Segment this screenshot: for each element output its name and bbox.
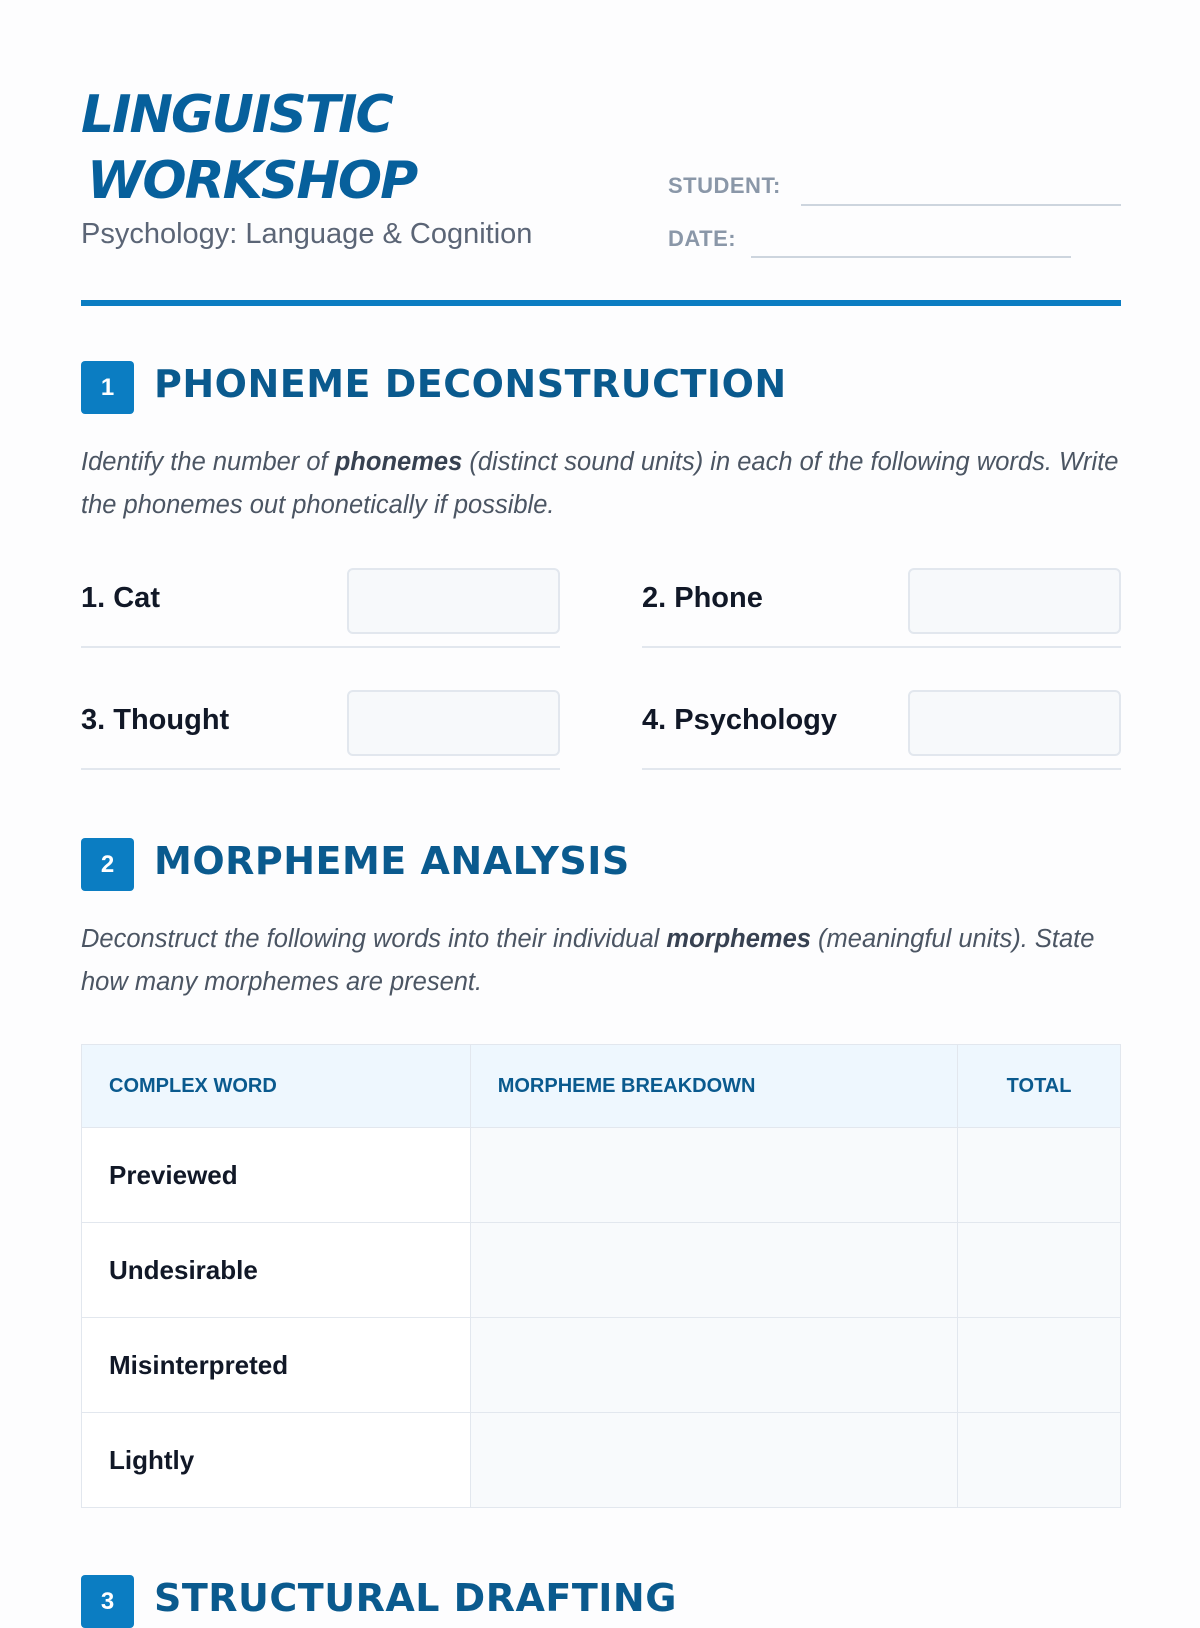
complex-word-cell: Lightly	[82, 1413, 471, 1508]
breakdown-cell[interactable]	[470, 1223, 957, 1318]
complex-word-cell: Misinterpreted	[82, 1318, 471, 1413]
worksheet-subtitle: Psychology: Language & Cognition	[81, 218, 533, 250]
title-line-2: WORKSHOP	[87, 151, 417, 211]
table-row	[82, 1413, 1121, 1508]
phoneme-item-label: 4. Psychology	[642, 704, 838, 736]
instr-2-pre: Deconstruct the following words into their individual	[81, 925, 667, 953]
instr-2-bold: morphemes	[666, 925, 811, 953]
phoneme-item-phone	[642, 568, 1121, 648]
section-1-instructions	[81, 441, 1121, 527]
instr-1-post: (distinct sound units) in each of the following words. Write the phonemes out phonetically if possible.	[81, 448, 1119, 519]
total-cell[interactable]	[958, 1128, 1121, 1223]
phoneme-item-thought	[81, 690, 560, 770]
header-divider	[81, 300, 1121, 306]
instr-1-bold: phonemes	[334, 448, 463, 476]
header-total: TOTAL	[958, 1045, 1121, 1128]
total-cell[interactable]	[958, 1223, 1121, 1318]
student-label: STUDENT:	[668, 173, 781, 198]
section-3-badge: 3	[81, 1575, 134, 1628]
phoneme-answer-box[interactable]	[347, 690, 560, 756]
instr-1-pre: Identify the number of	[81, 448, 335, 476]
worksheet-page	[81, 0, 1121, 1620]
section-1-title: PHONEME DECONSTRUCTION	[154, 362, 787, 406]
section-2-badge: 2	[81, 838, 134, 891]
header-morpheme-breakdown: MORPHEME BREAKDOWN	[470, 1045, 957, 1128]
morpheme-table	[81, 1044, 1121, 1508]
date-label: DATE:	[668, 226, 737, 251]
phoneme-item-psychology	[642, 690, 1121, 770]
complex-word-cell: Previewed	[82, 1128, 471, 1223]
breakdown-cell[interactable]	[470, 1128, 957, 1223]
phoneme-item-cat	[81, 568, 560, 648]
table-row	[82, 1128, 1121, 1223]
table-header-row	[82, 1045, 1121, 1128]
phoneme-answer-box[interactable]	[908, 690, 1121, 756]
total-cell[interactable]	[958, 1413, 1121, 1508]
phoneme-answer-box[interactable]	[347, 568, 560, 634]
phoneme-item-label: 3. Thought	[81, 704, 230, 736]
phoneme-item-label: 2. Phone	[642, 582, 763, 614]
section-3-title: STRUCTURAL DRAFTING	[154, 1576, 677, 1620]
instr-2-post: (meaningful units). State how many morphemes are present.	[81, 925, 1095, 996]
title-line-1: LINGUISTIC	[81, 85, 392, 145]
phoneme-item-label: 1. Cat	[81, 582, 160, 614]
header-complex-word: COMPLEX WORD	[82, 1045, 471, 1128]
breakdown-cell[interactable]	[470, 1413, 957, 1508]
table-row	[82, 1318, 1121, 1413]
section-2-title: MORPHEME ANALYSIS	[154, 839, 630, 883]
date-line[interactable]	[751, 256, 1071, 258]
complex-word-cell: Undesirable	[82, 1223, 471, 1318]
section-2-instructions	[81, 918, 1121, 1004]
phoneme-answer-box[interactable]	[908, 568, 1121, 634]
student-name-line[interactable]	[801, 204, 1121, 206]
table-row	[82, 1223, 1121, 1318]
breakdown-cell[interactable]	[470, 1318, 957, 1413]
section-1-badge: 1	[81, 361, 134, 414]
total-cell[interactable]	[958, 1318, 1121, 1413]
worksheet-title	[81, 82, 416, 214]
